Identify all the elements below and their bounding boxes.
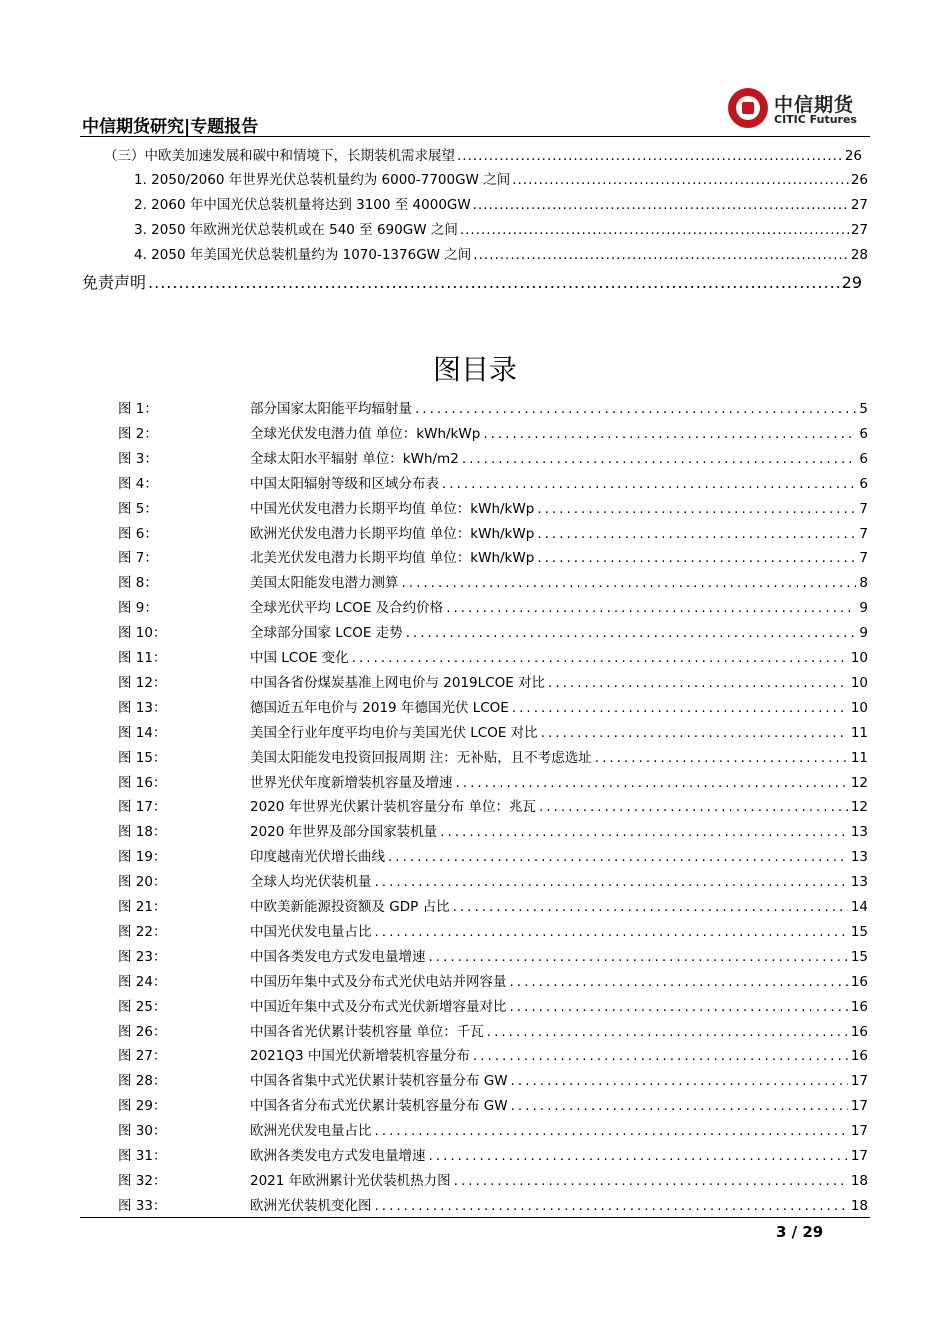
figure-list-item[interactable] bbox=[118, 621, 868, 643]
figure-page: 7 bbox=[859, 525, 868, 542]
header-divider bbox=[80, 136, 870, 137]
figure-page: 11 bbox=[850, 749, 868, 766]
figure-title: 欧洲光伏发电量占比 bbox=[250, 1123, 372, 1140]
figure-title: 全球人均光伏装机量 bbox=[250, 874, 372, 891]
figure-title: 部分国家太阳能平均辐射量 bbox=[250, 401, 412, 417]
figure-leader-dots bbox=[375, 1198, 848, 1214]
figure-number: 图 3： bbox=[118, 450, 158, 467]
figure-number: 图 26： bbox=[118, 1023, 167, 1040]
figure-list-item[interactable] bbox=[118, 771, 868, 793]
toc-entry[interactable] bbox=[134, 218, 868, 238]
figure-list-item[interactable] bbox=[118, 546, 868, 568]
toc-entry[interactable] bbox=[104, 144, 862, 164]
figure-list-item[interactable] bbox=[118, 870, 868, 892]
figure-list-item[interactable] bbox=[118, 422, 868, 444]
figure-page: 7 bbox=[859, 500, 868, 517]
figure-list-item[interactable] bbox=[118, 1094, 868, 1116]
figure-title: 美国太阳能发电投资回报周期 注：无补贴，且不考虑选址 bbox=[250, 749, 592, 766]
logo-chinese-name: 中信期货 bbox=[774, 94, 855, 116]
figure-leader-dots bbox=[537, 526, 856, 542]
figure-page: 18 bbox=[850, 1197, 868, 1214]
figure-list-item[interactable] bbox=[118, 1069, 868, 1091]
figure-number: 图 32： bbox=[118, 1172, 167, 1189]
figure-title: 美国全行业年度平均电价与美国光伏 LCOE 对比 bbox=[250, 724, 538, 741]
figure-list-item[interactable] bbox=[118, 447, 868, 469]
figure-page: 17 bbox=[850, 1123, 868, 1140]
toc-entry-label: （三）中欧美加速发展和碳中和情境下，长期装机需求展望 bbox=[104, 148, 455, 164]
figure-number: 图 10： bbox=[118, 625, 167, 642]
toc-entry-page: 26 bbox=[844, 148, 862, 164]
figure-page: 13 bbox=[850, 874, 868, 891]
figure-page: 17 bbox=[850, 1148, 868, 1164]
figure-title: 中国历年集中式及分布式光伏电站并网容量 bbox=[250, 973, 507, 990]
toc-entry-page: 28 bbox=[850, 247, 868, 263]
figure-title: 中国各省集中式光伏累计装机容量分布 GW bbox=[250, 1073, 508, 1090]
figure-leader-dots bbox=[375, 924, 848, 940]
figure-leader-dots bbox=[375, 874, 848, 890]
figure-title: 欧洲各类发电方式发电量增速 bbox=[250, 1148, 426, 1164]
figure-page: 9 bbox=[859, 625, 868, 642]
figure-leader-dots bbox=[388, 849, 848, 865]
figure-title: 中国 LCOE 变化 bbox=[250, 650, 349, 666]
figure-list-item[interactable] bbox=[118, 1044, 868, 1066]
figure-title: 全球部分国家 LCOE 走势 bbox=[250, 625, 403, 642]
figure-list-item[interactable] bbox=[118, 596, 868, 618]
figure-number: 图 2： bbox=[118, 425, 158, 442]
figure-page: 16 bbox=[850, 998, 868, 1015]
figure-page: 16 bbox=[850, 973, 868, 990]
figure-title: 中国各省分布式光伏累计装机容量分布 GW bbox=[250, 1098, 508, 1115]
toc-leader-dots bbox=[460, 222, 849, 238]
figure-leader-dots bbox=[537, 501, 856, 517]
figure-list-item[interactable] bbox=[118, 1169, 868, 1191]
report-header-title: 中信期货研究|专题报告 bbox=[82, 117, 259, 137]
figure-number: 图 33： bbox=[118, 1197, 167, 1214]
figure-list-heading: 图目录 bbox=[432, 353, 517, 386]
figure-leader-dots bbox=[440, 824, 848, 840]
figure-number: 图 1： bbox=[118, 401, 158, 417]
figure-number: 图 6： bbox=[118, 525, 158, 542]
figure-page: 13 bbox=[850, 849, 868, 866]
toc-entry-page: 26 bbox=[850, 172, 868, 188]
figure-page: 11 bbox=[850, 724, 868, 741]
figure-list-item[interactable] bbox=[118, 721, 868, 743]
figure-leader-dots bbox=[429, 1148, 848, 1164]
figure-leader-dots bbox=[541, 725, 848, 741]
figure-number: 图 8： bbox=[118, 575, 158, 592]
figure-title: 中国光伏发电潜力长期平均值 单位：kWh/kWp bbox=[250, 500, 535, 517]
figure-number: 图 22： bbox=[118, 923, 167, 940]
figure-leader-dots bbox=[483, 426, 856, 442]
toc-leader-dots bbox=[473, 247, 849, 263]
figure-title: 世界光伏年度新增装机容量及增速 bbox=[250, 774, 453, 791]
figure-list-item[interactable] bbox=[118, 696, 868, 718]
figure-number: 图 31： bbox=[118, 1148, 167, 1164]
figure-number: 图 27： bbox=[118, 1048, 167, 1065]
figure-leader-dots bbox=[406, 625, 857, 641]
figure-leader-dots bbox=[473, 1048, 848, 1064]
figure-number: 图 25： bbox=[118, 998, 167, 1015]
figure-title: 中国各省光伏累计装机容量 单位：千瓦 bbox=[250, 1023, 484, 1040]
figure-page: 10 bbox=[850, 674, 868, 691]
figure-number: 图 13： bbox=[118, 699, 167, 716]
figure-page: 6 bbox=[859, 425, 868, 442]
figure-list-item[interactable] bbox=[118, 945, 868, 967]
figure-page: 7 bbox=[859, 550, 868, 567]
figure-leader-dots bbox=[352, 650, 848, 666]
figure-list-item[interactable] bbox=[118, 1119, 868, 1141]
figure-page: 12 bbox=[850, 774, 868, 791]
figure-number: 图 7： bbox=[118, 550, 158, 567]
figure-leader-dots bbox=[442, 476, 856, 492]
toc-leader-dots bbox=[473, 197, 849, 213]
citic-logo-icon bbox=[728, 88, 768, 128]
figure-page: 15 bbox=[850, 948, 868, 965]
figure-title: 2021 年欧洲累计光伏装机热力图 bbox=[250, 1172, 451, 1189]
figure-title: 2021Q3 中国光伏新增装机容量分布 bbox=[250, 1048, 470, 1065]
figure-number: 图 4： bbox=[118, 475, 158, 492]
figure-list-item[interactable] bbox=[118, 1194, 868, 1216]
figure-leader-dots bbox=[537, 550, 856, 566]
figure-leader-dots bbox=[511, 1073, 848, 1089]
figure-title: 欧洲光伏装机变化图 bbox=[250, 1197, 372, 1214]
figure-list-item[interactable] bbox=[118, 820, 868, 842]
figure-title: 中国太阳辐射等级和区域分布表 bbox=[250, 475, 439, 492]
figure-number: 图 28： bbox=[118, 1073, 167, 1090]
figure-leader-dots bbox=[454, 1173, 848, 1189]
toc-entry-label: 2. 2060 年中国光伏总装机量将达到 3100 至 4000GW bbox=[134, 197, 471, 213]
figure-title: 美国太阳能发电潜力测算 bbox=[250, 575, 399, 592]
toc-entry[interactable] bbox=[82, 270, 862, 293]
figure-title: 中国光伏发电量占比 bbox=[250, 923, 372, 940]
figure-number: 图 19： bbox=[118, 849, 167, 866]
figure-leader-dots bbox=[402, 575, 857, 591]
figure-leader-dots bbox=[511, 1098, 848, 1114]
figure-list-item[interactable] bbox=[118, 522, 868, 544]
figure-title: 全球光伏平均 LCOE 及合约价格 bbox=[250, 600, 444, 617]
figure-title: 欧洲光伏发电潜力长期平均值 单位：kWh/kWp bbox=[250, 525, 535, 542]
toc-entry[interactable] bbox=[134, 243, 868, 263]
figure-leader-dots bbox=[548, 675, 848, 691]
figure-list-item[interactable] bbox=[118, 472, 868, 494]
figure-page: 6 bbox=[859, 450, 868, 467]
toc-entry-label: 1. 2050/2060 年世界光伏总装机量约为 6000-7700GW 之间 bbox=[134, 172, 511, 188]
figure-number: 图 17： bbox=[118, 799, 167, 816]
figure-number: 图 12： bbox=[118, 674, 167, 691]
figure-list-item[interactable] bbox=[118, 1144, 868, 1166]
figure-title: 中欧美新能源投资额及 GDP 占比 bbox=[250, 899, 450, 915]
figure-number: 图 24： bbox=[118, 973, 167, 990]
figure-page: 5 bbox=[859, 401, 868, 417]
figure-leader-dots bbox=[446, 600, 856, 616]
toc-entry[interactable] bbox=[134, 168, 868, 188]
toc-entry-label: 免责声明 bbox=[82, 273, 147, 292]
footer-divider bbox=[80, 1217, 870, 1218]
figure-title: 全球光伏发电潜力值 单位：kWh/kWp bbox=[250, 425, 481, 442]
figure-leader-dots bbox=[595, 750, 848, 766]
figure-title: 印度越南光伏增长曲线 bbox=[250, 849, 385, 866]
figure-number: 图 16： bbox=[118, 774, 167, 791]
figure-leader-dots bbox=[510, 999, 848, 1015]
toc-entry-page: 27 bbox=[850, 197, 868, 213]
figure-title: 德国近五年电价与 2019 年德国光伏 LCOE bbox=[250, 699, 509, 716]
figure-list-item[interactable] bbox=[118, 746, 868, 768]
figure-title: 北美光伏发电潜力长期平均值 单位：kWh/kWp bbox=[250, 550, 535, 567]
figure-list-item[interactable] bbox=[118, 571, 868, 593]
figure-page: 12 bbox=[850, 799, 868, 816]
toc-leader-dots bbox=[457, 148, 843, 164]
figure-list-item[interactable] bbox=[118, 845, 868, 867]
figure-page: 13 bbox=[850, 824, 868, 841]
figure-number: 图 11： bbox=[118, 650, 167, 666]
figure-number: 图 30： bbox=[118, 1123, 167, 1140]
toc-entry-label: 3. 2050 年欧洲光伏总装机或在 540 至 690GW 之间 bbox=[134, 222, 458, 238]
citic-futures-logo bbox=[728, 88, 868, 132]
figure-number: 图 15： bbox=[118, 749, 167, 766]
figure-title: 中国各类发电方式发电量增速 bbox=[250, 948, 426, 965]
figure-title: 中国近年集中式及分布式光伏新增容量对比 bbox=[250, 998, 507, 1015]
figure-number: 图 21： bbox=[118, 899, 167, 915]
figure-leader-dots bbox=[512, 700, 848, 716]
figure-list-item[interactable] bbox=[118, 1020, 868, 1042]
figure-number: 图 5： bbox=[118, 500, 158, 517]
toc-entry[interactable] bbox=[134, 193, 868, 213]
figure-page: 18 bbox=[850, 1172, 868, 1189]
toc-leader-dots bbox=[512, 172, 849, 188]
figure-list-item[interactable] bbox=[118, 970, 868, 992]
figure-number: 图 20： bbox=[118, 874, 167, 891]
figure-list-item[interactable] bbox=[118, 920, 868, 942]
figure-leader-dots bbox=[429, 949, 848, 965]
figure-number: 图 9： bbox=[118, 600, 158, 617]
figure-number: 图 18： bbox=[118, 824, 167, 841]
figure-leader-dots bbox=[539, 799, 848, 815]
figure-leader-dots bbox=[510, 974, 848, 990]
figure-page: 15 bbox=[850, 923, 868, 940]
figure-list-item[interactable] bbox=[118, 795, 868, 817]
toc-entry-page: 27 bbox=[850, 222, 868, 238]
figure-number: 图 14： bbox=[118, 724, 167, 741]
figure-page: 14 bbox=[850, 899, 868, 915]
figure-title: 2020 年世界光伏累计装机容量分布 单位：兆瓦 bbox=[250, 799, 536, 816]
page-number: 3 / 29 bbox=[776, 1223, 824, 1241]
logo-english-name: CITIC Futures bbox=[774, 113, 857, 126]
figure-title: 中国各省份煤炭基准上网电价与 2019LCOE 对比 bbox=[250, 674, 546, 691]
figure-list-item[interactable] bbox=[118, 397, 868, 419]
toc-entry-page: 29 bbox=[841, 273, 862, 292]
figure-page: 16 bbox=[850, 1048, 868, 1065]
figure-title: 全球太阳水平辐射 单位：kWh/m2 bbox=[250, 450, 459, 467]
figure-number: 图 23： bbox=[118, 948, 167, 965]
figure-page: 8 bbox=[859, 575, 868, 592]
figure-page: 16 bbox=[850, 1023, 868, 1040]
figure-leader-dots bbox=[456, 775, 848, 791]
toc-entry-label: 4. 2050 年美国光伏总装机量约为 1070-1376GW 之间 bbox=[134, 247, 472, 263]
figure-leader-dots bbox=[462, 451, 857, 467]
figure-leader-dots bbox=[375, 1123, 848, 1139]
figure-page: 17 bbox=[850, 1073, 868, 1090]
figure-title: 2020 年世界及部分国家装机量 bbox=[250, 824, 438, 841]
toc-leader-dots bbox=[148, 273, 840, 292]
figure-list-item[interactable] bbox=[118, 671, 868, 693]
figure-page: 6 bbox=[859, 475, 868, 492]
figure-page: 10 bbox=[850, 650, 868, 666]
figure-page: 10 bbox=[850, 699, 868, 716]
figure-leader-dots bbox=[415, 401, 856, 417]
figure-list-item[interactable] bbox=[118, 895, 868, 917]
figure-page: 17 bbox=[850, 1098, 868, 1115]
figure-leader-dots bbox=[453, 899, 848, 915]
figure-leader-dots bbox=[487, 1024, 848, 1040]
figure-page: 9 bbox=[859, 600, 868, 617]
figure-list-item[interactable] bbox=[118, 497, 868, 519]
figure-list-item[interactable] bbox=[118, 995, 868, 1017]
figure-list-item[interactable] bbox=[118, 646, 868, 668]
figure-number: 图 29： bbox=[118, 1098, 167, 1115]
